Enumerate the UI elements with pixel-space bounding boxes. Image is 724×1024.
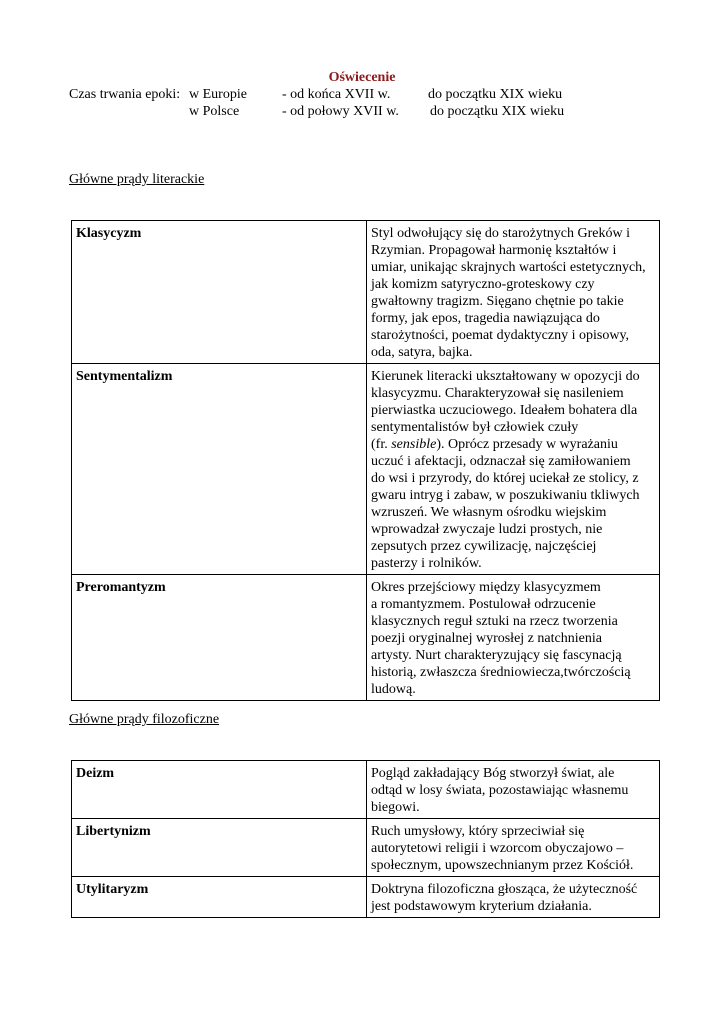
- description-cell: [367, 364, 660, 575]
- document-title: Oświecenie: [328, 70, 396, 85]
- term-cell: Sentymentalizm: [72, 364, 367, 575]
- description-line: jak komizm satyryczno-groteskowy czy: [371, 277, 595, 292]
- description-line: wprowadzał zwyczaje ludzi prostych, nie: [371, 522, 603, 537]
- description-line: ludową.: [371, 682, 416, 697]
- era-from: - od połowy XVII w.: [282, 104, 399, 119]
- table-row: [72, 877, 660, 918]
- description-line: społecznym, upowszechnianym przez Kościół.: [371, 858, 634, 873]
- literary-table: [71, 220, 660, 701]
- description-line: Ruch umysłowy, który sprzeciwiał się: [371, 824, 585, 839]
- description-line: biegowi.: [371, 800, 420, 815]
- description-line: sentymentalistów był człowiek czuły: [371, 420, 579, 435]
- description-line: Okres przejściowy między klasycyzmem: [371, 580, 601, 595]
- term-cell: Libertynizm: [72, 819, 367, 877]
- description-line: Styl odwołujący się do starożytnych Greków i: [371, 226, 630, 241]
- italic-term: sensible: [391, 437, 437, 452]
- description-line: zepsutych przez cywilizację, najczęściej: [371, 539, 597, 554]
- era-place: w Europie: [189, 87, 247, 102]
- literary-heading: Główne prądy literackie: [69, 172, 205, 187]
- description-line: gwałtowny tragizm. Sięgano chętnie po takie: [371, 294, 624, 309]
- description-line: oda, satyra, bajka.: [371, 345, 473, 360]
- description-line: a romantyzmem. Postulował odrzucenie: [371, 597, 596, 612]
- description-line: uczuć i afektacji, odznaczał się zamiłowaniem: [371, 454, 631, 469]
- description-cell: [367, 819, 660, 877]
- description-cell: [367, 221, 660, 364]
- description-line: Rzymian. Propagował harmonię kształtów i: [371, 243, 617, 258]
- term-cell: Klasycyzm: [72, 221, 367, 364]
- philosophical-heading: Główne prądy filozoficzne: [69, 712, 220, 727]
- description-line: historią, zwłaszcza średniowiecza,twórczością: [371, 665, 631, 680]
- term-cell: Utylitaryzm: [72, 877, 367, 918]
- description-line: pasterzy i rolników.: [371, 556, 482, 571]
- description-cell: [367, 877, 660, 918]
- era-row-poland: [0, 103, 724, 120]
- era-place: w Polsce: [189, 104, 240, 119]
- description-line: pierwiastka uczuciowego. Ideałem bohatera dla: [371, 403, 638, 418]
- table-row: [72, 364, 660, 575]
- description-line: klasycyzmu. Charakteryzował się nasileniem: [371, 386, 624, 401]
- description-line: formy, jak epos, tragedia nawiązująca do: [371, 311, 600, 326]
- description-line: autorytetowi religii i wzorcom obyczajowo –: [371, 841, 624, 856]
- table-row: [72, 575, 660, 701]
- description-line: odtąd w losy świata, pozostawiając własnemu: [371, 783, 629, 798]
- description-line: jest podstawowym kryterium działania.: [371, 899, 592, 914]
- description-line: starożytności, poemat dydaktyczny i opisowy,: [371, 328, 630, 343]
- description-line: Kierunek literacki ukształtowany w opozycji do: [371, 369, 640, 384]
- era-to: do początku XIX wieku: [428, 87, 563, 102]
- table-row: [72, 221, 660, 364]
- era-label: Czas trwania epoki:: [69, 87, 181, 102]
- era-to: do początku XIX wieku: [430, 104, 565, 119]
- era-row-europe: [0, 86, 724, 103]
- description-line: artysty. Nurt charakteryzujący się fascynacją: [371, 648, 622, 663]
- description-line: umiar, unikając skrajnych wartości estetycznych,: [371, 260, 646, 275]
- description-line: gwaru intryg i zabaw, w poszukiwaniu tkliwych: [371, 488, 640, 503]
- description-line: poezji oryginalnej wyrosłej z natchnienia: [371, 631, 602, 646]
- description-line: [371, 436, 655, 453]
- term-cell: Preromantyzm: [72, 575, 367, 701]
- table-row: [72, 819, 660, 877]
- description-cell: [367, 761, 660, 819]
- description-line: do wsi i przyrody, do której uciekał ze stolicy, z: [371, 471, 639, 486]
- description-line: wzruszeń. We własnym ośrodku wiejskim: [371, 505, 607, 520]
- description-cell: [367, 575, 660, 701]
- description-text: (fr.: [371, 437, 392, 452]
- description-line: Doktryna filozoficzna głosząca, że użyteczność: [371, 882, 638, 897]
- description-text: ). Oprócz przesady w wyrażaniu: [436, 437, 618, 452]
- description-line: klasycznych reguł sztuki na rzecz tworzenia: [371, 614, 618, 629]
- table-row: [72, 761, 660, 819]
- era-from: - od końca XVII w.: [282, 87, 391, 102]
- term-cell: Deizm: [72, 761, 367, 819]
- philosophical-table: [71, 760, 660, 918]
- description-line: Pogląd zakładający Bóg stworzył świat, ale: [371, 766, 615, 781]
